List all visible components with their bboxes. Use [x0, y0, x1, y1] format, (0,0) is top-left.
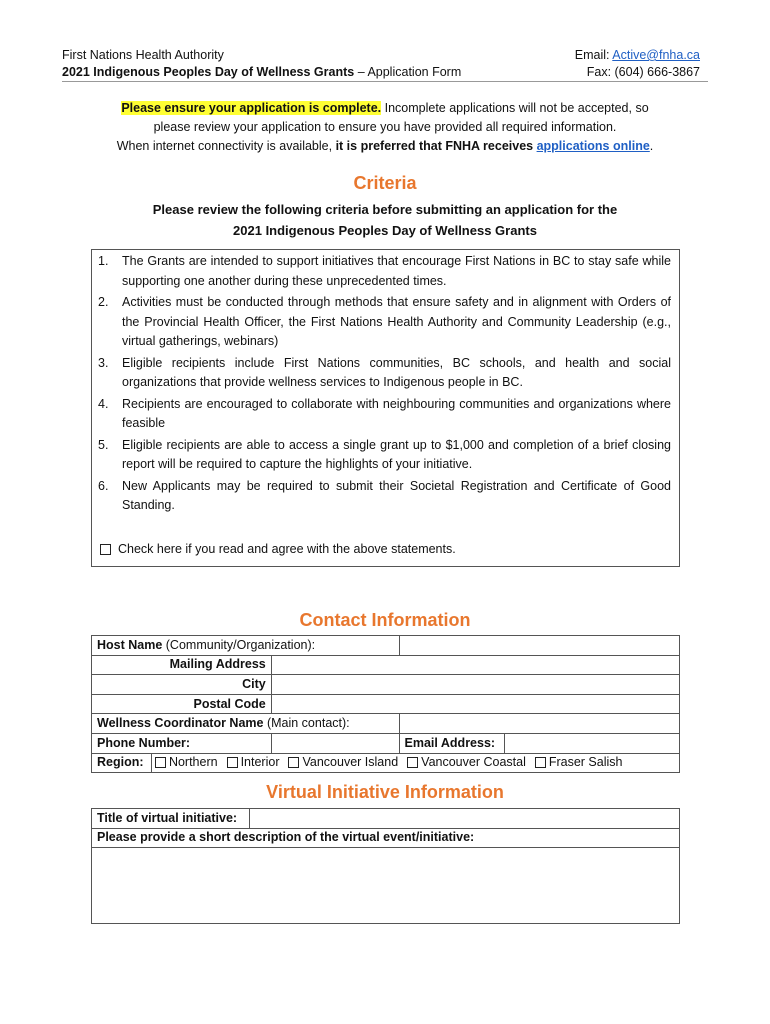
city-field[interactable]	[271, 675, 679, 695]
header-left	[62, 47, 461, 81]
email-line: Email: Active@fnha.ca	[574, 48, 700, 62]
agree-row	[100, 542, 456, 556]
host-name-label: Host Name (Community/Organization):	[92, 636, 400, 656]
phone-field[interactable]	[271, 733, 399, 753]
checkbox-icon[interactable]	[288, 757, 299, 768]
email-label: Email Address:	[399, 733, 505, 753]
agree-checkbox[interactable]	[100, 544, 111, 555]
description-field[interactable]	[92, 848, 680, 924]
fax-line: Fax: (604) 666-3867	[586, 65, 700, 79]
criteria-subtitle: Please review the following criteria before submitting an application for the 2021 Indigenous Peoples Day of Wellness Grants	[152, 202, 618, 238]
table-row	[92, 828, 680, 848]
table-row	[92, 848, 680, 924]
table-row	[92, 714, 680, 734]
agree-label: Check here if you read and agree with the above statements.	[118, 542, 456, 556]
city-label: City	[92, 675, 272, 695]
description-label: Please provide a short description of the virtual event/initiative:	[92, 828, 680, 848]
initiative-title-field[interactable]	[250, 809, 680, 829]
mailing-address-label: Mailing Address	[92, 655, 272, 675]
table-row	[92, 809, 680, 829]
virtual-table	[91, 808, 680, 924]
initiative-title-label: Title of virtual initiative:	[92, 809, 250, 829]
region-option-vancouver-coastal[interactable]: Vancouver Coastal	[407, 754, 526, 771]
criteria-item: 3. Eligible recipients include First Nations communities, BC schools, and health and social organizations that provide wellness services to Indigenous people in BC.	[98, 355, 671, 389]
phone-label: Phone Number:	[92, 733, 272, 753]
criteria-list	[98, 252, 671, 516]
region-option-interior[interactable]: Interior	[227, 754, 280, 771]
region-option-fraser-salish[interactable]: Fraser Salish	[535, 754, 623, 771]
email-link[interactable]: Active@fnha.ca	[612, 48, 700, 62]
region-label: Region:	[92, 753, 152, 773]
checkbox-icon[interactable]	[227, 757, 238, 768]
postal-code-label: Postal Code	[92, 694, 272, 714]
host-name-field[interactable]	[399, 636, 679, 656]
criteria-item: 5. Eligible recipients are able to access a single grant up to $1,000 and completion of a brief closing report will be required to capture the highlights of your initiative.	[98, 437, 671, 471]
region-option-northern[interactable]: Northern	[155, 754, 218, 771]
table-row	[92, 675, 680, 695]
criteria-box	[91, 249, 680, 567]
criteria-item: 6. New Applicants may be required to submit their Societal Registration and Certificate of Good Standing.	[98, 478, 671, 512]
page-header	[62, 47, 708, 83]
table-row	[92, 655, 680, 675]
table-row	[92, 753, 680, 773]
mailing-address-field[interactable]	[271, 655, 679, 675]
criteria-item: 1. The Grants are intended to support initiatives that encourage First Nations in BC to stay safe while supporting one another during these unprecedented times.	[98, 254, 671, 288]
org-name: First Nations Health Authority	[62, 48, 224, 62]
table-row	[92, 733, 680, 753]
notice-highlight: Please ensure your application is complete.	[121, 101, 382, 115]
contact-title: Contact Information	[299, 610, 471, 630]
checkbox-icon[interactable]	[155, 757, 166, 768]
postal-code-field[interactable]	[271, 694, 679, 714]
applications-online-link[interactable]: applications online	[536, 139, 650, 153]
coordinator-name-label: Wellness Coordinator Name (Main contact):	[92, 714, 400, 734]
criteria-item: 2. Activities must be conducted through methods that ensure safety and in alignment with Orders of the Provincial Health Officer, the First Nations Health Authority and Community Leadership (e.g., virtual gatherings, webinars)	[98, 295, 671, 348]
header-right	[575, 47, 700, 81]
header-divider	[62, 81, 708, 82]
checkbox-icon[interactable]	[407, 757, 418, 768]
form-title: 2021 Indigenous Peoples Day of Wellness Grants – Application Form	[62, 65, 462, 79]
table-row	[92, 636, 680, 656]
completion-notice: Please ensure your application is complete. Incomplete applications will not be accepted, so please review your application to ensure you have provided all required information. When internet connectivity is available, it is preferred that FNHA receives applications online.	[116, 101, 654, 153]
virtual-title: Virtual Initiative Information	[266, 782, 504, 802]
coordinator-name-field[interactable]	[399, 714, 679, 734]
contact-table	[91, 635, 680, 773]
table-row	[92, 694, 680, 714]
email-field[interactable]	[505, 733, 680, 753]
region-options	[151, 753, 679, 773]
region-option-vancouver-island[interactable]: Vancouver Island	[288, 754, 398, 771]
checkbox-icon[interactable]	[535, 757, 546, 768]
criteria-title: Criteria	[353, 173, 417, 193]
criteria-item: 4. Recipients are encouraged to collaborate with neighbouring communities and organizations where feasible	[98, 396, 671, 430]
